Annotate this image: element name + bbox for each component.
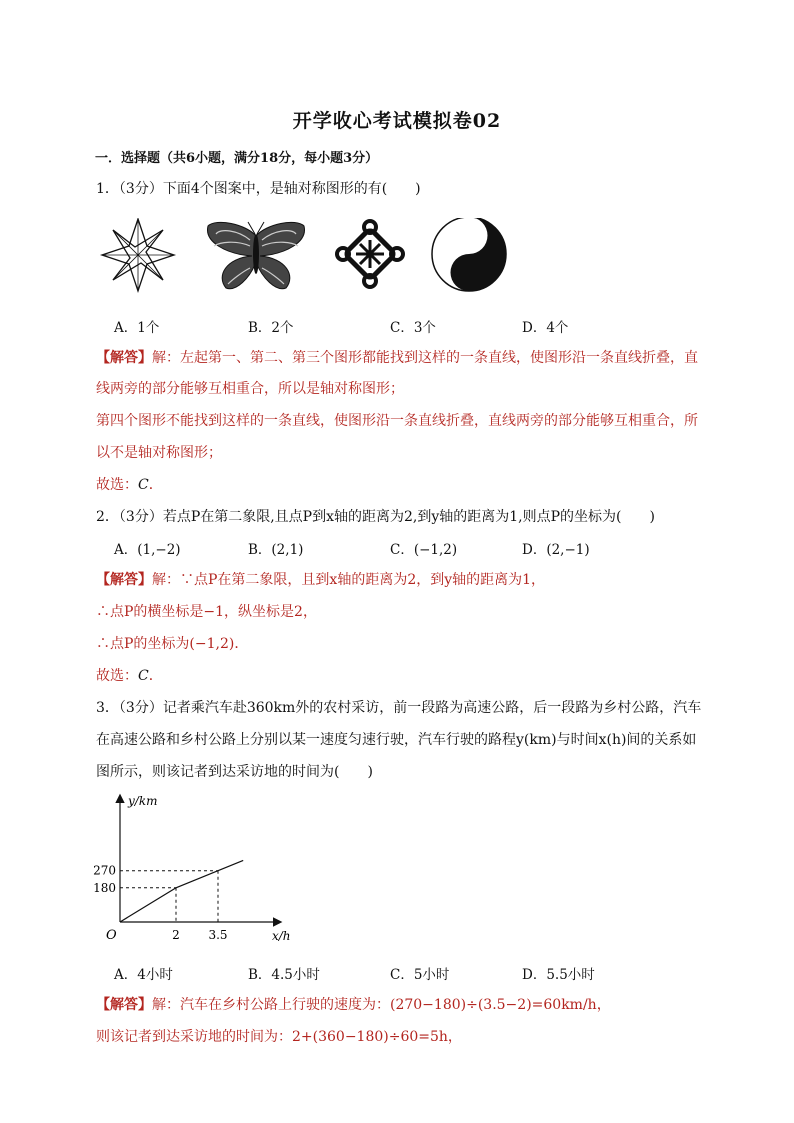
x-tick-label: 2 — [172, 928, 180, 942]
choice-end: ． — [148, 477, 163, 493]
q3-option-a: A．4小时 — [114, 967, 173, 983]
answer-tag: 【解答】 — [96, 997, 152, 1013]
q3-stem-line2: 在高速公路和乡村公路上分别以某一速度匀速行驶，汽车行驶的路程y(km)与时间x(h)间的关系如 — [96, 732, 697, 748]
q1-answer-line4: 以不是轴对称图形； — [96, 445, 222, 461]
q2-option-d: D．(2,−1) — [522, 542, 590, 558]
q3-option-d: D．5.5小时 — [522, 967, 595, 983]
q1-figures — [96, 218, 516, 296]
q3-stem-line1: 3．（3分）记者乘汽车赴360km外的农村采访，前一段路为高速公路，后一段路为乡村公路，汽车 — [96, 700, 702, 716]
q3-answer-line2: 则该记者到达采访地的时间为：2+(360−180)÷60=5h， — [96, 1029, 462, 1045]
butterfly-icon — [208, 222, 305, 289]
y-tick-label: 270 — [93, 863, 116, 878]
y-tick-label: 180 — [93, 880, 116, 895]
q3-option-c: C．5小时 — [390, 967, 450, 983]
choice-letter: C — [138, 668, 149, 684]
answer-tag: 【解答】 — [96, 572, 152, 588]
q2-stem: 2．（3分）若点P在第二象限,且点P到x轴的距离为2,到y轴的距离为1,则点P的坐标为( ) — [96, 509, 655, 525]
q2-answer-line1 — [96, 569, 545, 589]
origin-label: O — [106, 928, 117, 943]
q1-option-d: D．4个 — [522, 320, 569, 336]
q1-choice — [96, 474, 163, 494]
choice-label: 故选： — [96, 668, 138, 684]
q1-answer-line2: 线两旁的部分能够互相重合，所以是轴对称图形； — [96, 381, 404, 397]
choice-letter: C — [138, 477, 149, 493]
q3-stem-line3: 图所示，则该记者到达采访地的时间为( ) — [96, 764, 373, 780]
q1-answer-text1: 解：左起第一、第二、第三个图形都能找到这样的一条直线，使图形沿一条直线折叠，直 — [152, 350, 698, 366]
q2-option-c: C．(−1,2) — [390, 542, 458, 558]
q1-option-c: C．3个 — [390, 320, 436, 336]
distance-time-chart — [80, 786, 320, 950]
choice-end: ． — [148, 668, 163, 684]
q3-answer-line1 — [96, 994, 611, 1014]
page-title: 开学收心考试模拟卷02 — [292, 110, 502, 132]
series-line — [120, 860, 243, 922]
q2-answer-text1: 解：∵点P在第二象限，且到x轴的距离为2，到y轴的距离为1， — [152, 572, 546, 588]
q1-answer-line3: 第四个图形不能找到这样的一条直线，使图形沿一条直线折叠，直线两旁的部分能够互相重合，所 — [96, 413, 698, 429]
section-heading: 一．选择题（共6小题，满分18分，每小题3分） — [95, 151, 379, 166]
q1-option-b: B．2个 — [248, 320, 294, 336]
x-tick-label: 3.5 — [208, 928, 228, 942]
chinese-knot-icon — [337, 221, 403, 287]
compass-star-icon — [102, 219, 174, 291]
q2-answer-line3: ∴点P的坐标为(−1,2)． — [96, 636, 249, 652]
q2-choice — [96, 665, 163, 685]
q2-answer-line2: ∴点P的横坐标是−1，纵坐标是2， — [96, 604, 317, 620]
q1-stem: 1．（3分）下面4个图案中，是轴对称图形的有( ) — [96, 181, 421, 197]
yin-yang-icon — [432, 218, 506, 291]
q2-option-a: A．(1,−2) — [114, 542, 181, 558]
q1-option-a: A．1个 — [114, 320, 160, 336]
answer-tag: 【解答】 — [96, 350, 152, 366]
y-axis-label: y/km — [128, 794, 158, 808]
q3-answer-text1: 解：汽车在乡村公路上行驶的速度为：(270−180)÷(3.5−2)=60km/h， — [152, 997, 611, 1013]
x-axis-label: x/h — [272, 929, 291, 943]
choice-label: 故选： — [96, 477, 138, 493]
q1-answer-line1 — [96, 347, 698, 367]
q2-option-b: B．(2,1) — [248, 542, 304, 558]
q3-option-b: B．4.5小时 — [248, 967, 320, 983]
